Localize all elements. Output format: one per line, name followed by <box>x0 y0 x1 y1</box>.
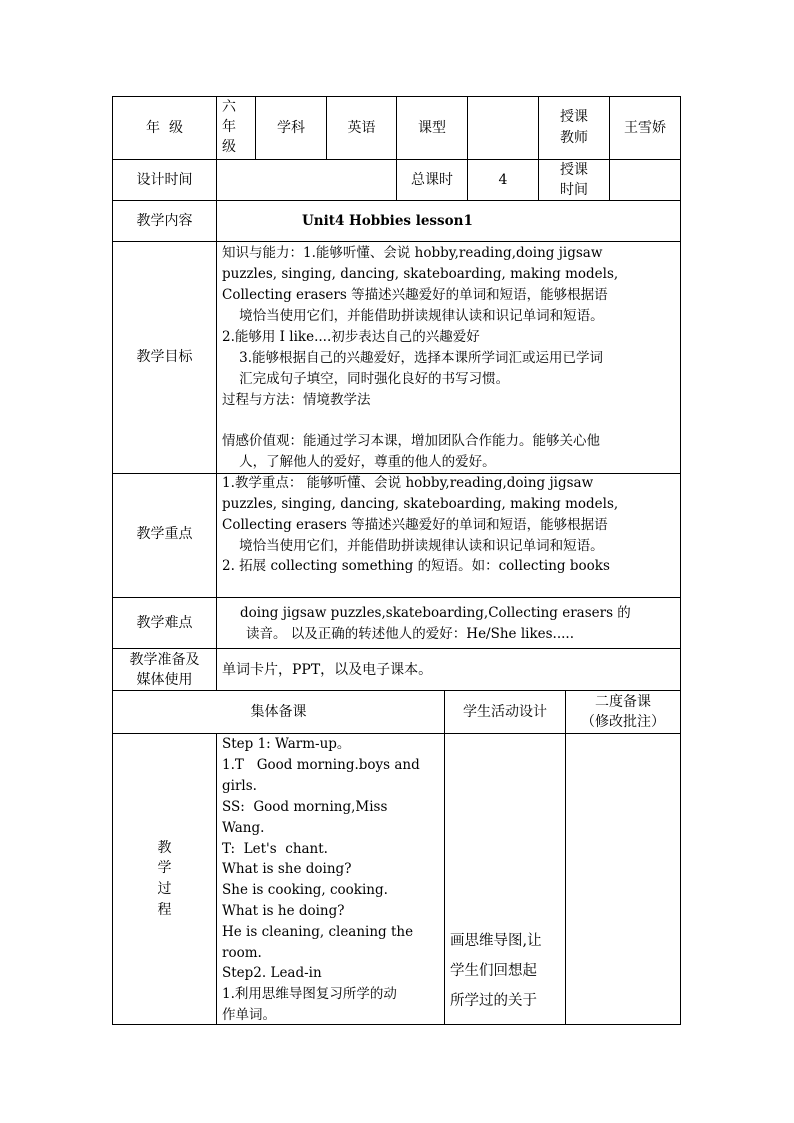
lesson-type-label: 课型 <box>418 120 446 136</box>
process-line-3: girls. <box>222 778 257 794</box>
objectives-line-5: 2.能够用 I like....初步表达自己的兴趣爱好 <box>222 329 480 345</box>
objectives-line-6: 3.能够根据自己的兴趣爱好，选择本课所学词汇或运用已学词 <box>222 350 604 366</box>
objectives-line-8: 过程与方法：情境教学法 <box>222 392 371 408</box>
process-label-char-3: 过 <box>157 881 172 897</box>
content-label: 教学内容 <box>136 213 193 229</box>
difficulties-line-2: 读音。 以及正确的转述他人的爱好：He/She likes..... <box>246 626 575 642</box>
process-line-12: Step2. Lead-in <box>222 965 322 981</box>
media-label-line-2: 媒体使用 <box>136 672 193 688</box>
key-points-label: 教学重点 <box>136 526 193 542</box>
process-line-10: He is cleaning, cleaning the <box>222 924 414 940</box>
process-label-char-1: 教 <box>157 840 172 856</box>
second-prep-header-line-2: （修改批注） <box>581 714 665 730</box>
process-label-char-4: 程 <box>157 902 172 918</box>
process-line-4: SS: Good morning,Miss <box>222 799 388 815</box>
process-line-11: room. <box>222 945 262 961</box>
second-prep-header-line-1: 二度备课 <box>595 694 651 710</box>
process-line-14: 作单词。 <box>222 1007 276 1023</box>
objectives-line-7: 汇完成句子填空，同时强化良好的书写习惯。 <box>222 371 510 387</box>
objectives-line-11: 人，了解他人的爱好，尊重的他人的爱好。 <box>222 454 496 470</box>
subject-label: 学科 <box>277 120 305 136</box>
design-time-label: 设计时间 <box>136 172 193 188</box>
teaching-time-label-line-2: 时间 <box>560 182 588 198</box>
teaching-time-label-line-1: 授课 <box>560 162 588 178</box>
student-activity-line-2: 学生们回想起 <box>450 963 537 979</box>
process-line-2: 1.T Good morning.boys and <box>222 757 420 773</box>
difficulties-line-1: doing jigsaw puzzles,skateboarding,Collecting erasers 的 <box>240 605 631 621</box>
process-line-7: What is she doing? <box>222 861 352 877</box>
subject-value: 英语 <box>347 120 376 136</box>
collective-prep-header: 集体备课 <box>250 704 307 720</box>
process-line-13: 1.利用思维导图复习所学的动 <box>222 986 397 1002</box>
content-value: Unit4 Hobbies lesson1 <box>302 213 473 229</box>
process-line-8: She is cooking, cooking. <box>222 882 388 898</box>
grade-value-line-2: 年 <box>222 119 236 135</box>
objectives-line-10: 情感价值观：能通过学习本课，增加团队合作能力。能够关心他 <box>222 433 600 449</box>
teacher-label-line-1: 授课 <box>560 109 588 125</box>
student-activity-line-3: 所学过的关于 <box>450 993 537 1009</box>
media-label-line-1: 教学准备及 <box>129 652 200 668</box>
objectives-line-1: 知识与能力：1.能够听懂、会说 hobby,reading,doing jigsaw <box>222 245 603 261</box>
key-points-line-1: 1.教学重点： 能够听懂、会说 hobby,reading,doing jigsaw <box>222 475 594 491</box>
key-points-line-5: 2. 拓展 collecting something 的短语。如：collecting books <box>222 558 610 574</box>
process-label-char-2: 学 <box>157 860 172 876</box>
key-points-line-3: Collecting erasers 等描述兴趣爱好的单词和短语，能够根据语 <box>222 517 608 533</box>
total-hours-label: 总课时 <box>411 172 453 188</box>
key-points-line-2: puzzles, singing, dancing, skateboarding, making models, <box>222 496 619 512</box>
process-line-5: Wang. <box>222 820 265 836</box>
objectives-line-3: Collecting erasers 等描述兴趣爱好的单词和短语，能够根据语 <box>222 287 608 303</box>
objectives-label: 教学目标 <box>136 349 193 365</box>
teacher-label-line-2: 教师 <box>560 130 588 146</box>
student-activity-header: 学生活动设计 <box>463 704 547 720</box>
total-hours-value: 4 <box>498 172 508 188</box>
process-line-1: Step 1: Warm-up。 <box>222 736 351 752</box>
grade-value-line-1: 六 <box>222 99 236 115</box>
objectives-line-2: puzzles, singing, dancing, skateboarding, making models, <box>222 266 619 282</box>
key-points-line-4: 境恰当使用它们，并能借助拼读规律认读和识记单词和短语。 <box>222 538 604 554</box>
teacher-value: 王雪娇 <box>624 120 666 136</box>
process-line-9: What is he doing? <box>222 903 345 919</box>
process-line-6: T: Let's chant. <box>222 841 328 857</box>
difficulties-label: 教学难点 <box>136 615 193 631</box>
media-value: 单词卡片，PPT，以及电子课本。 <box>222 662 433 678</box>
objectives-line-4: 境恰当使用它们，并能借助拼读规律认读和识记单词和短语。 <box>222 308 604 324</box>
grade-label: 年 级 <box>146 120 183 136</box>
grade-value-line-3: 级 <box>222 139 236 155</box>
student-activity-line-1: 画思维导图,让 <box>450 933 542 949</box>
